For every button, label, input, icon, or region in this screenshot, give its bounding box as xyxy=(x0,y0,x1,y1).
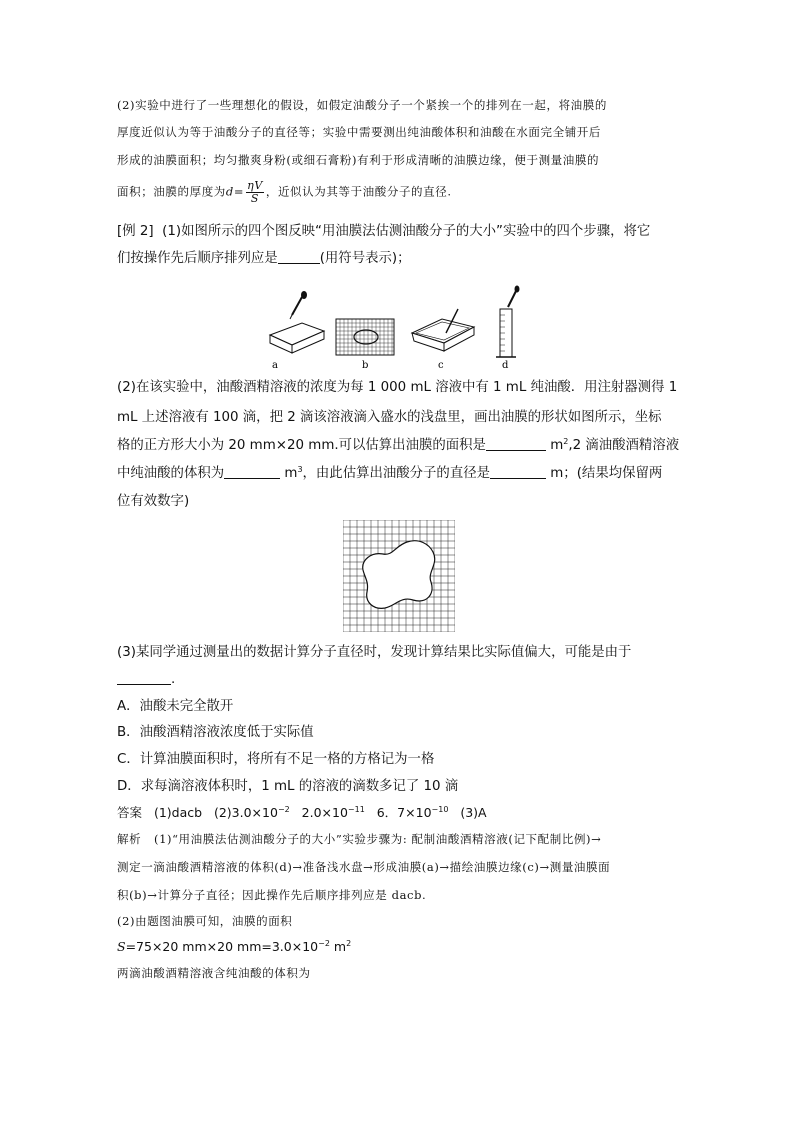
formula-numerator: ηV xyxy=(247,179,263,192)
analysis-line-2: 测定一滴油酸酒精溶液的体积(d)→准备浅水盘→形成油膜(a)→描绘油膜边缘(c)→测量油膜面 xyxy=(117,860,611,874)
q2-volume-unit-sup: 3 xyxy=(297,465,303,474)
q2-volume-unit: m xyxy=(284,466,298,481)
analysis-label: 解析 xyxy=(117,832,142,846)
q2-line-4-pre: 中纯油酸的体积为 xyxy=(117,466,225,481)
q1-text-2-pre: 们按操作先后顺序排列应是 xyxy=(117,251,278,266)
intro-line-2: 厚度近似认为等于油酸分子的直径等；实验中需要测出纯油酸体积和油酸在水面完全铺开后 xyxy=(117,125,601,139)
figure-label-d: d xyxy=(502,360,509,371)
answer-3: (3)A xyxy=(460,805,487,820)
option-c: C．计算油膜面积时，将所有不足一格的方格记为一格 xyxy=(117,752,435,767)
example-q1-line-2 xyxy=(117,249,410,269)
experiment-steps-figure xyxy=(262,285,522,371)
answer-blank-area[interactable] xyxy=(486,436,546,451)
option-d: D．求每滴溶液体积时，1 mL 的溶液的滴数多记了 10 滴 xyxy=(117,779,459,794)
step-b-illustration xyxy=(336,319,394,355)
analysis-line-3: 积(b)→计算分子直径；因此操作先后顺序排列应是 dacb. xyxy=(117,888,427,902)
area-unit: m xyxy=(329,939,347,954)
answer-blank-order[interactable] xyxy=(278,249,320,264)
oil-film-grid-figure xyxy=(343,520,455,632)
q2-line-1: (2)在该实验中，油酸酒精溶液的浓度为每 1 000 mL 溶液中有 1 mL 纯油酸．用注射器测得 1 xyxy=(117,380,678,395)
q3-line-1: (3)某同学通过测量出的数据计算分子直径时，发现计算结果比实际值偏大，可能是由于 xyxy=(117,645,632,660)
answer-label: 答案 xyxy=(117,805,143,820)
q1-text-1: (1)如图所示的四个图反映“用油膜法估测油酸分子的大小”实验中的四个步骤，将它 xyxy=(162,224,651,239)
answer-2c-exp: −10 xyxy=(431,805,449,814)
analysis-line-1 xyxy=(117,829,601,849)
example-tag: [例 2] xyxy=(117,224,154,239)
option-a: A．油酸未完全散开 xyxy=(117,699,234,714)
example-q1-line-1 xyxy=(117,222,650,242)
option-b: B．油酸酒精溶液浓度低于实际值 xyxy=(117,725,314,740)
figure-label-c: c xyxy=(438,360,444,371)
answer-blank-volume[interactable] xyxy=(224,464,280,479)
q1-text-2-post: (用符号表示)； xyxy=(319,251,411,266)
intro-line-4-post: ，近似认为其等于油酸分子的直径. xyxy=(265,184,452,199)
answer-2a: (2)3.0×10 xyxy=(213,805,278,820)
area-unit-sup: 2 xyxy=(346,939,352,948)
intro-line-4-pre: 面积；油膜的厚度为 xyxy=(117,184,226,199)
q2-line-4-mid: ，由此估算出油酸分子的直径是 xyxy=(302,466,490,481)
answer-blank-reason[interactable] xyxy=(117,670,171,685)
analysis-line-4: (2)由题图油膜可知，油膜的面积 xyxy=(117,914,293,928)
q2-line-3-pre: 格的正方形大小为 20 mm×20 mm.可以估算出油膜的面积是 xyxy=(117,438,486,453)
q2-line-4-post: m；(结果均保留两 xyxy=(550,466,663,481)
answer-2b-exp: −11 xyxy=(347,805,365,814)
q2-area-unit: m xyxy=(550,438,564,453)
area-equation-exp: −2 xyxy=(318,939,330,948)
analysis-text-1: (1)“用油膜法估测油酸分子的大小”实验步骤为: 配制油酸酒精溶液(记下配制比例)→ xyxy=(153,832,602,846)
q2-line-5: 位有效数字) xyxy=(117,494,190,509)
oil-film-outline xyxy=(363,541,435,609)
formula-denominator: S xyxy=(250,192,260,205)
analysis-line-5 xyxy=(117,937,351,957)
q2-area-unit-sup: 2 xyxy=(563,437,569,446)
intro-line-3: 形成的油膜面积；均匀撒爽身粉(或细石膏粉)有利于形成清晰的油膜边缘，便于测量油膜的 xyxy=(117,153,600,167)
formula-equals: = xyxy=(233,184,245,199)
figure-label-b: b xyxy=(362,360,369,371)
step-a-illustration xyxy=(270,291,324,353)
area-symbol: S xyxy=(117,939,126,954)
step-c-illustration xyxy=(412,309,474,351)
intro-line-4 xyxy=(117,180,452,205)
q3-line-2-post: . xyxy=(171,672,176,687)
answer-2c: 6．7×10 xyxy=(376,805,432,820)
formula-variable: d xyxy=(225,184,234,199)
answer-1: (1)dacb xyxy=(153,805,203,820)
q2-line-2: mL 上述溶液有 100 滴，把 2 滴该溶液滴入盛水的浅盘里，画出油膜的形状如图所示，坐标 xyxy=(117,410,662,425)
answer-line xyxy=(117,803,487,823)
analysis-line-6: 两滴油酸酒精溶液含纯油酸的体积为 xyxy=(117,966,311,980)
intro-line-1: (2)实验中进行了一些理想化的假设，如假定油酸分子一个紧挨一个的排列在一起，将油膜的 xyxy=(117,98,607,112)
q3-line-2 xyxy=(117,670,175,690)
answer-blank-diameter[interactable] xyxy=(490,464,546,479)
q2-line-3-post: ,2 滴油酸酒精溶液 xyxy=(568,438,680,453)
answer-2b: 2.0×10 xyxy=(301,805,348,820)
figure-label-a: a xyxy=(272,360,278,371)
thickness-formula xyxy=(246,180,264,205)
answer-2a-exp: −2 xyxy=(277,805,290,814)
step-d-illustration xyxy=(496,286,520,358)
q2-line-3 xyxy=(117,436,679,456)
q2-line-4 xyxy=(117,464,662,484)
area-equation: =75×20 mm×20 mm=3.0×10 xyxy=(125,939,319,954)
